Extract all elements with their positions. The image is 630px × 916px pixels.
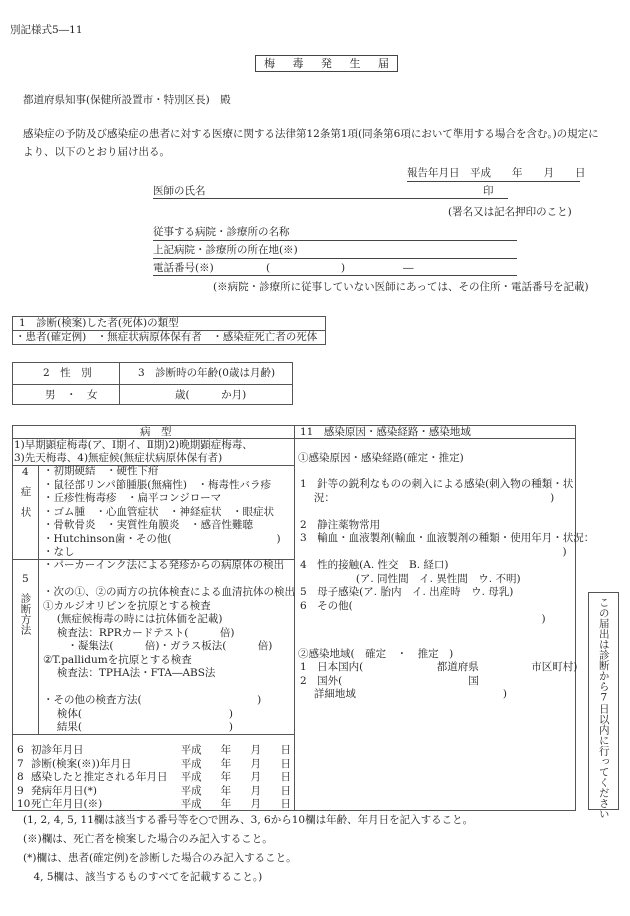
disease-type-line: 3)先天梅毒、4)無症候(無症状病原体保有者) <box>14 451 223 464</box>
disease-type-options[interactable] <box>14 439 253 464</box>
cause-item: 1 針等の鋭利なものの刺入による感染(刺入物の種類・状 <box>300 478 574 490</box>
cause-item: 5 母子感染(ア. 胎内 イ. 出産時 ウ. 母乳) <box>300 586 514 598</box>
symptom-item: ・丘疹性梅毒疹 ・扁平コンジローマ <box>43 492 222 504</box>
side-note-text: この届出は診断から7日以内に行ってください <box>597 597 610 819</box>
title-char: 発 <box>321 56 332 70</box>
section5-label: 診断方法 <box>19 593 32 635</box>
method-item: 検査法：RPRカードテスト( 倍) <box>43 626 235 639</box>
doctor-name-field[interactable] <box>153 184 508 199</box>
cause-item: 4 性的接触(A. 性交 B. 経口) <box>300 559 449 571</box>
method-item: ・次の①、②の両方の抗体検査による血清抗体の検出 <box>43 586 295 598</box>
note: (※)欄は、死亡者を検案した場合のみ記入すること。 <box>23 833 273 845</box>
sex-options[interactable]: 男 ・ 女 <box>45 389 98 401</box>
cause-item: (ア. 同性間 イ. 異性間 ウ. 不明) <box>300 572 521 585</box>
note: 4, 5欄は、該当するものすべてを記載すること。) <box>23 871 263 883</box>
region-item: 詳細地域 ) <box>300 688 507 700</box>
sign-note: (署名又は記名押印のこと) <box>448 206 572 218</box>
section2-header: 2 性 別 <box>43 367 92 379</box>
doctor-name-label: 医師の氏名 <box>153 185 206 197</box>
report-date-field[interactable]: 報告年月日 平成 年 月 日 <box>407 166 580 182</box>
region-item: 2 国外( 国 <box>300 674 479 687</box>
symptom-item: ・Hutchinson歯・その他( ) <box>43 532 281 545</box>
title-char: 生 <box>349 56 361 70</box>
section1-header: 1 診断(検案)した者(死体)の類型 <box>13 317 325 331</box>
note: (1, 2, 4, 5, 11欄は該当する番号等を○で囲み、3, 6から10欄は年齢、年月日を記入すること。 <box>23 814 474 826</box>
section1-options[interactable]: ・患者(確定例) ・無症状病原体保有者 ・感染症死亡者の死体 <box>15 331 318 343</box>
section2-3-box <box>12 362 293 405</box>
cause-item: 6 その他( <box>300 599 353 612</box>
method-item: ②T.pallidumを抗原とする検査 <box>43 653 192 666</box>
cause-item: 況： ) <box>300 491 555 504</box>
date-row[interactable]: 9 発病年月日(*) 平成 年 月 日 <box>17 784 291 797</box>
section5-number: 5 <box>22 573 29 585</box>
main-table <box>12 425 595 811</box>
infection-region-list[interactable] <box>300 661 577 702</box>
section4-number: 4 <box>22 466 29 478</box>
phone-dash: ― <box>403 262 414 274</box>
section1-box <box>12 316 326 345</box>
note: (*)欄は、患者(確定例)を診断した場合のみ記入すること。 <box>23 852 297 864</box>
symptom-item: ・骨軟骨炎 ・実質性角膜炎 ・感音性難聴 <box>43 519 253 531</box>
cause-item: ) <box>300 613 546 625</box>
seal-label: 印 <box>483 185 494 197</box>
method-item: 検査法：TPHA法・FTA―ABS法 <box>43 667 216 679</box>
symptom-item: ・なし <box>43 546 75 558</box>
title-char: 毒 <box>292 56 304 70</box>
disease-type-line: 1)早期顕症梅毒(ア、Ⅰ期イ、Ⅱ期)2)晩期顕症梅毒、 <box>14 439 253 451</box>
infection-region-header[interactable]: ②感染地域( 確定 ・ 推定 ) <box>298 648 454 660</box>
method-item: ・パーカーインク法による発疹からの病原体の検出 <box>43 559 285 571</box>
date-row[interactable]: 10 死亡年月日(※) 平成 年 月 日 <box>17 798 291 810</box>
symptom-item: ・初期硬結 ・硬性下疳 <box>43 465 159 477</box>
title-char: 梅 <box>264 56 275 70</box>
diagnosis-method-list[interactable] <box>43 559 295 735</box>
method-item: 検体( ) <box>43 707 234 720</box>
addressee: 都道府県知事(保健所設置市・特別区長) 殿 <box>23 94 231 106</box>
hospital-address-field[interactable]: 上記病院・診療所の所在地(※) <box>153 243 517 259</box>
submission-deadline-note <box>588 592 619 819</box>
title-char: 届 <box>378 56 389 70</box>
section11-header: 11 感染原因・感染経路・感染地域 <box>300 426 471 438</box>
form-title <box>255 55 398 72</box>
method-item: ・凝集法( 倍)・ガラス板法( 倍) <box>43 640 273 652</box>
method-item <box>43 681 295 695</box>
age-field[interactable]: 歳( か月) <box>175 389 247 401</box>
section3-header: 3 診断時の年齢(0歳は月齢) <box>138 367 276 379</box>
method-item: (無症候梅毒の時には抗体価を記載) <box>43 613 223 625</box>
method-item: ①カルジオリピンを抗原とする検査 <box>43 599 211 612</box>
phone-paren-open: ( <box>266 262 271 274</box>
symptom-item: ・鼠径部リンパ節腫脹(無痛性) ・梅毒性バラ疹 <box>43 478 271 491</box>
preamble-line1: 感染症の予防及び感染症の患者に対する医療に関する法律第12条第1項(同条第6項において準用する場合を含む。)の規定に <box>23 128 599 140</box>
symptom-list[interactable] <box>43 465 281 560</box>
cause-item: ) <box>300 545 567 558</box>
symptom-item: ・ゴム腫 ・心血管症状 ・神経症状 ・眼症状 <box>43 505 274 518</box>
preamble-line2: より、以下のとおり届け出る。 <box>23 146 170 158</box>
date-row[interactable]: 7 診断(検案(※))年月日 平成 年 月 日 <box>17 757 291 770</box>
cause-item: 2 静注薬物常用 <box>300 518 381 531</box>
method-item: ・その他の検査方法( ) <box>43 694 262 706</box>
disease-type-header: 病 型 <box>140 426 172 438</box>
section4-label: 症状 <box>19 486 32 527</box>
method-item: 結果( ) <box>43 721 234 733</box>
hospital-name-field[interactable]: 従事する病院・診療所の名称 <box>153 225 517 241</box>
address-footnote: (※病院・診療所に従事していない医師にあっては、その住所・電話番号を記載) <box>213 281 589 293</box>
infection-cause-header[interactable]: ①感染原因・感染経路(確定・推定) <box>298 452 464 464</box>
region-item: 1 日本国内( 都道府県 市区町村) <box>300 661 578 673</box>
phone-label: 電話番号(※) <box>153 262 214 274</box>
cause-item: 3 輸血・血液製剤(輸血・血液製剤の種類・使用年月・状況： <box>300 532 595 544</box>
phone-field[interactable] <box>153 261 517 276</box>
cause-item <box>300 505 594 519</box>
date-row[interactable]: 6 初診年月日 平成 年 月 日 <box>17 744 291 756</box>
phone-paren-close: ) <box>341 262 346 274</box>
date-list <box>17 744 291 812</box>
date-row[interactable]: 8 感染したと推定される年月日 平成 年 月 日 <box>17 771 291 783</box>
method-item <box>43 573 295 587</box>
form-id: 別記様式5―11 <box>10 24 83 36</box>
infection-cause-list[interactable] <box>300 478 594 627</box>
